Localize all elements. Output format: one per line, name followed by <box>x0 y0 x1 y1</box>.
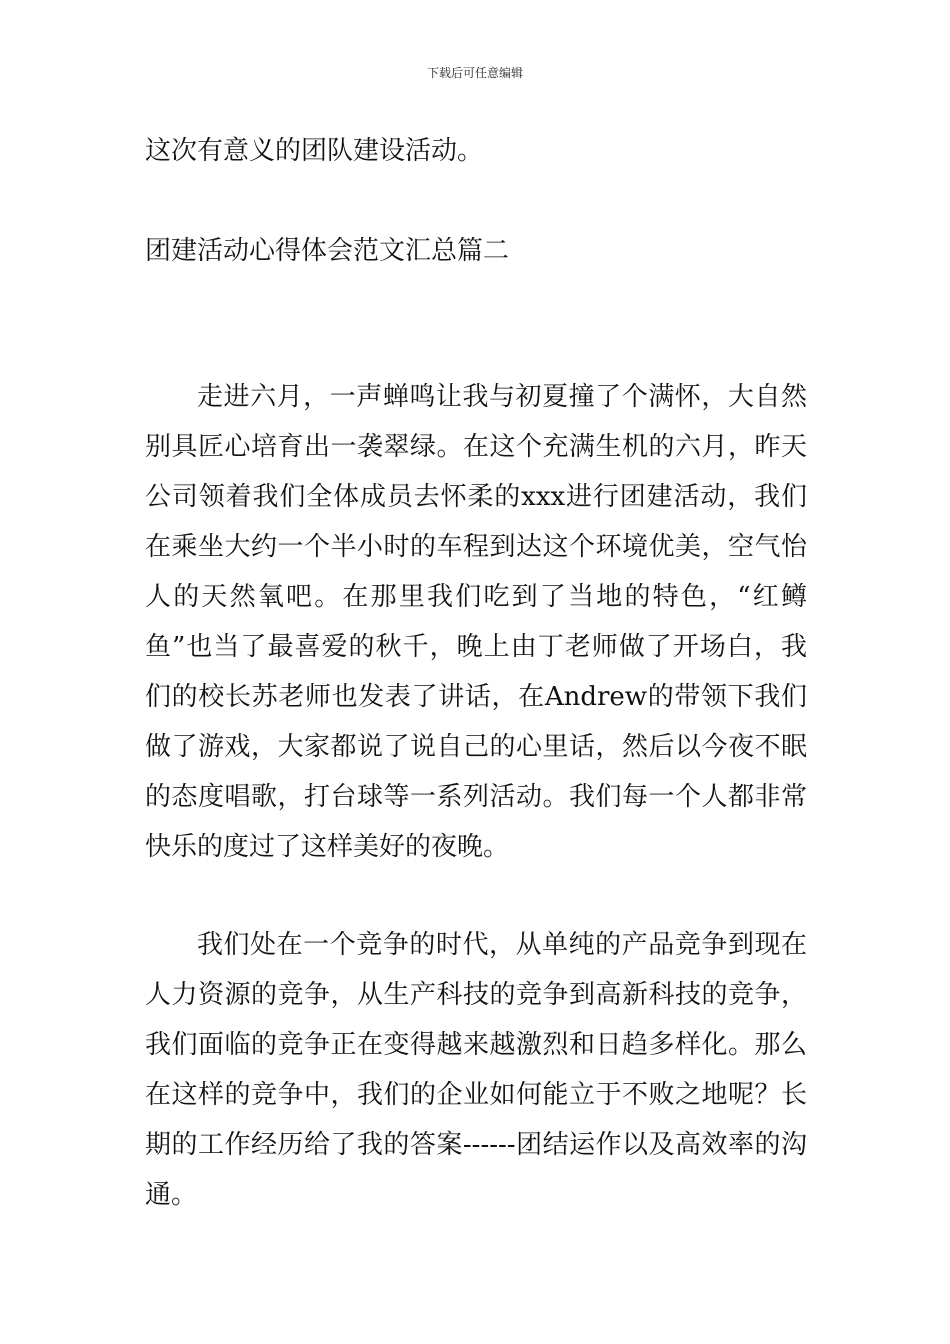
paragraph-2: 我们处在一个竞争的时代，从单纯的产品竞争到现在人力资源的竞争，从生产科技的竞争到高新科技的竞争，我们面临的竞争正在变得越来越激烈和日趋多样化。那么在这样的竞争中，我们的企业如何能立于不败之地呢？长期的工作经历给了我的答案------团结运作以及高效率的沟通。 <box>145 930 807 1210</box>
paragraph-1: 走进六月，一声蝉鸣让我与初夏撞了个满怀，大自然别具匠心培育出一袭翠绿。在这个充满生机的六月，昨天公司领着我们全体成员去怀柔的xxx进行团建活动，我们在乘坐大约一个半小时的车程到达这个环境优美，空气怡人的天然氧吧。在那里我们吃到了当地的特色，“红鳟鱼”也当了最喜爱的秋千，晚上由丁老师做了开场白，我们的校长苏老师也发表了讲话，在Andrew的带领下我们做了游戏，大家都说了说自己的心里话，然后以今夜不眠的态度唱歌，打台球等一系列活动。我们每一个人都非常快乐的度过了这样美好的夜晚。 <box>145 382 807 862</box>
header-note: 下载后可任意编辑 <box>426 66 523 80</box>
section-title: 团建活动心得体会范文汇总篇二 <box>145 236 510 266</box>
continuation-line: 这次有意义的团队建设活动。 <box>145 136 484 166</box>
